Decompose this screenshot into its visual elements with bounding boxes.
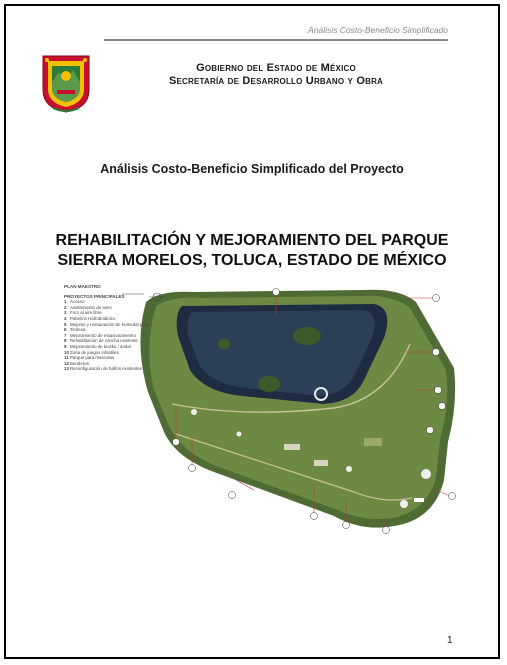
legend-item: 12Senderos [64,360,89,366]
page-number: 1 [447,635,453,646]
title-line-2: SIERRA MORELOS, TOLUCA, ESTADO DE MÉXICO [57,252,447,269]
legend-item: 2 Avistamiento de aves [64,304,112,310]
legend-item: 1 Acceso [64,299,85,305]
document-title [36,231,468,271]
legend-item: 5 Mejoras y restauración de humedal para [64,321,149,327]
legend-item: 10Zona de juegos infantiles [64,349,119,355]
document-subtitle: Análisis Costo-Beneficio Simplificado del Proyecto [100,162,404,176]
master-plan-legend [64,284,184,372]
header-rule [104,39,448,41]
secretariat-name: Secretaría de Desarrollo Urbano y Obra [168,75,384,87]
legend-item: 3 Foro al aire libre [64,310,102,316]
title-line-1: REHABILITACIÓN Y MEJORAMIENTO DEL PARQUE [55,232,449,249]
projects-heading: PROYECTOS PRINCIPALES [64,293,125,299]
government-heading [106,62,446,87]
legend-item: 7 Mejoramiento de estacionamiento [64,332,136,338]
legend-item: 9 Mejoramiento de kiosko / andar [64,343,132,349]
legend-item: 6 Tirolesa [64,327,86,333]
document-page [4,4,500,659]
legend-item: 11Parque para mascotas [64,355,115,361]
plan-heading: PLAN MAESTRO [64,284,101,289]
legend-item: 8 Rehabilitación de cancha existente [64,338,138,344]
legend-item: 13Reconfiguración de baños existentes [64,366,143,372]
running-header: Análisis Costo-Beneficio Simplificado [308,25,448,35]
state-seal-icon [39,52,93,114]
government-name: Gobierno del Estado de México [196,62,356,74]
master-plan-figure [64,284,456,538]
legend-item: 4 Pabellón Hidrobotánico [64,315,116,321]
